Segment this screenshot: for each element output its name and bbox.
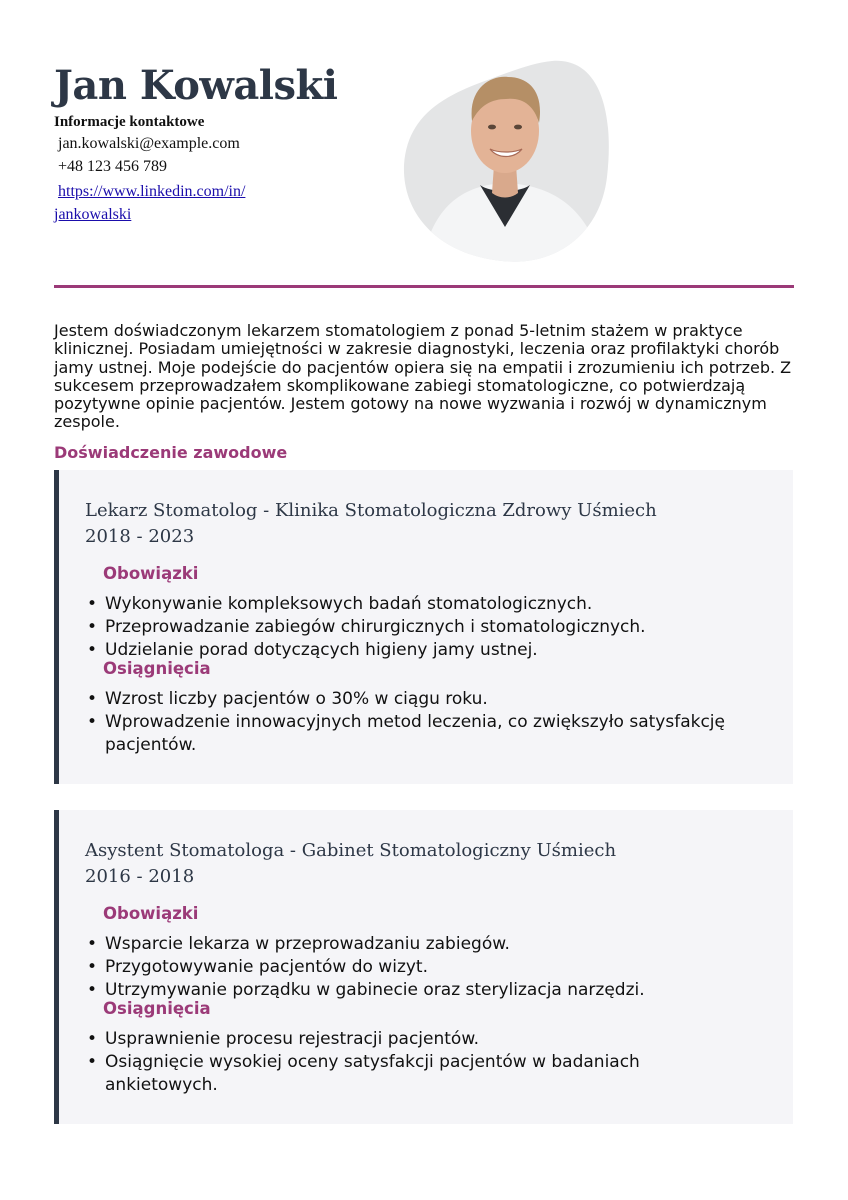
- job-card: [54, 470, 793, 784]
- job-title: Asystent Stomatologa - Gabinet Stomatologiczny Uśmiech: [85, 840, 617, 861]
- list-item: • Przeprowadzanie zabiegów chirurgicznych i stomatologicznych.: [85, 616, 745, 639]
- linkedin-link-line2: jankowalski: [54, 206, 132, 223]
- list-item: • Utrzymywanie porządku w gabinecie oraz sterylizacja narzędzi.: [85, 979, 745, 1002]
- linkedin-link[interactable]: [54, 180, 294, 226]
- contact-email: jan.kowalski@example.com: [58, 135, 240, 152]
- duties-heading: Obowiązki: [103, 564, 199, 583]
- list-item: • Wzrost liczby pacjentów o 30% w ciągu roku.: [85, 688, 745, 711]
- experience-section-title: Doświadczenie zawodowe: [54, 443, 288, 462]
- achievements-heading: Osiągnięcia: [103, 999, 211, 1018]
- list-item: • Osiągnięcie wysokiej oceny satysfakcji pacjentów w badaniach ankietowych.: [85, 1051, 745, 1097]
- list-item: • Wprowadzenie innowacyjnych metod leczenia, co zwiększyło satysfakcję pacjentów.: [85, 711, 745, 757]
- profile-photo: [402, 57, 609, 263]
- list-item: • Udzielanie porad dotyczących higieny jamy ustnej.: [85, 639, 745, 662]
- list-item: • Usprawnienie procesu rejestracji pacjentów.: [85, 1028, 745, 1051]
- list-item: • Wykonywanie kompleksowych badań stomatologicznych.: [85, 593, 745, 616]
- job-title: Lekarz Stomatolog - Klinika Stomatologiczna Zdrowy Uśmiech: [85, 500, 657, 521]
- contact-phone: +48 123 456 789: [58, 158, 168, 175]
- job-card: [54, 810, 793, 1124]
- profile-summary: Jestem doświadczonym lekarzem stomatologiem z ponad 5-letnim stażem w praktyce klinicznej. Posiadam umiejętności w zakresie diagnostyki, leczenia oraz profilaktyki chorób jamy ustnej. Moje podejście do pacjentów opiera się na empatii i zrozumieniu ich potrzeb. Z sukcesem przeprowadzałem skomplikowane zabiegi stomatologiczne, co potwierdzają pozytywne opinie pacjentów. Jestem gotowy na nowe wyzwania i rozwój w dynamicznym zespole.: [54, 321, 792, 432]
- duties-list: [85, 593, 745, 662]
- list-item: • Wsparcie lekarza w przeprowadzaniu zabiegów.: [85, 933, 745, 956]
- achievements-heading: Osiągnięcia: [103, 659, 211, 678]
- duties-heading: Obowiązki: [103, 904, 199, 923]
- header-divider: [54, 285, 794, 288]
- achievements-list: [85, 1028, 745, 1097]
- list-item: • Przygotowywanie pacjentów do wizyt.: [85, 956, 745, 979]
- job-dates: 2016 - 2018: [85, 866, 195, 887]
- candidate-name: Jan Kowalski: [54, 62, 338, 109]
- achievements-list: [85, 688, 745, 757]
- duties-list: [85, 933, 745, 1002]
- contact-heading: Informacje kontaktowe: [54, 114, 205, 130]
- linkedin-link-line1: https://www.linkedin.com/in/: [58, 183, 246, 200]
- job-dates: 2018 - 2023: [85, 526, 195, 547]
